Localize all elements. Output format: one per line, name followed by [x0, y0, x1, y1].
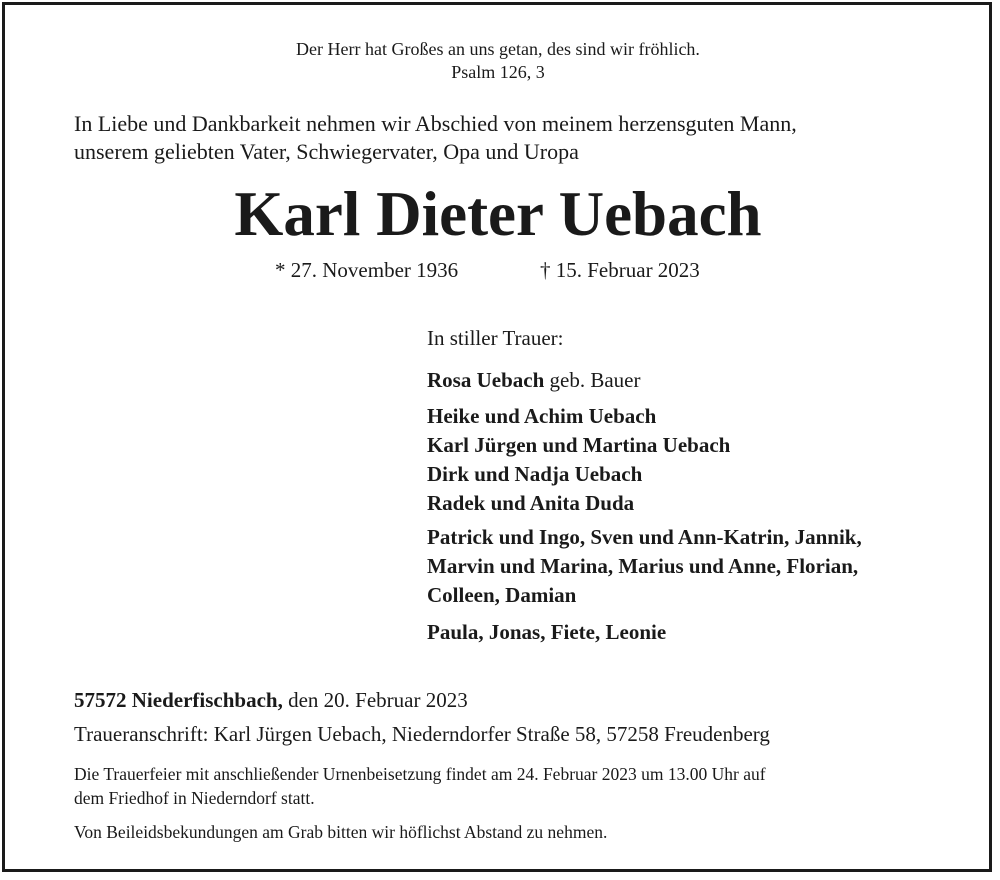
children-item: Karl Jürgen und Martina Uebach — [427, 433, 731, 457]
great-grandchildren: Paula, Jonas, Fiete, Leonie — [427, 620, 667, 644]
spouse-line — [427, 366, 640, 395]
place-date-line — [74, 688, 468, 713]
grandchildren-line: Marvin und Marina, Marius und Anne, Florian, — [427, 554, 859, 578]
psalm-reference: Psalm 126, 3 — [451, 62, 545, 82]
children-item: Radek und Anita Duda — [427, 491, 635, 515]
service-info-line-1: Die Trauerfeier mit anschließender Urnenbeisetzung findet am 24. Februar 2023 um 13.00 Uhr auf — [74, 764, 766, 784]
mourning-address: Traueranschrift: Karl Jürgen Uebach, Niederndorfer Straße 58, 57258 Freudenberg — [74, 722, 770, 746]
children-item: Heike und Achim Uebach — [427, 404, 657, 428]
grandchildren-line: Colleen, Damian — [427, 583, 577, 607]
intro-line-2: unserem geliebten Vater, Schwiegervater, Opa und Uropa — [74, 139, 579, 164]
intro-line-1: In Liebe und Dankbarkeit nehmen wir Abschied von meinem herzensguten Mann, — [74, 111, 797, 136]
place: 57572 Niederfischbach, — [74, 688, 283, 712]
death-date: † 15. Februar 2023 — [540, 258, 700, 282]
children-item: Dirk und Nadja Uebach — [427, 462, 643, 486]
notice-date: den 20. Februar 2023 — [282, 688, 468, 712]
deceased-name: Karl Dieter Uebach — [234, 179, 762, 249]
grandchildren-line: Patrick und Ingo, Sven und Ann-Katrin, Jannik, — [427, 525, 862, 549]
psalm-quote: Der Herr hat Großes an uns getan, des sind wir fröhlich. — [296, 39, 700, 59]
mourners-heading: In stiller Trauer: — [427, 326, 564, 350]
spouse-name: Rosa Uebach — [427, 368, 545, 392]
birth-date: * 27. November 1936 — [275, 258, 459, 282]
condolence-request: Von Beileidsbekundungen am Grab bitten wir höflichst Abstand zu nehmen. — [74, 822, 608, 842]
service-info-line-2: dem Friedhof in Niederndorf statt. — [74, 788, 315, 808]
spouse-suffix: geb. Bauer — [544, 368, 641, 392]
